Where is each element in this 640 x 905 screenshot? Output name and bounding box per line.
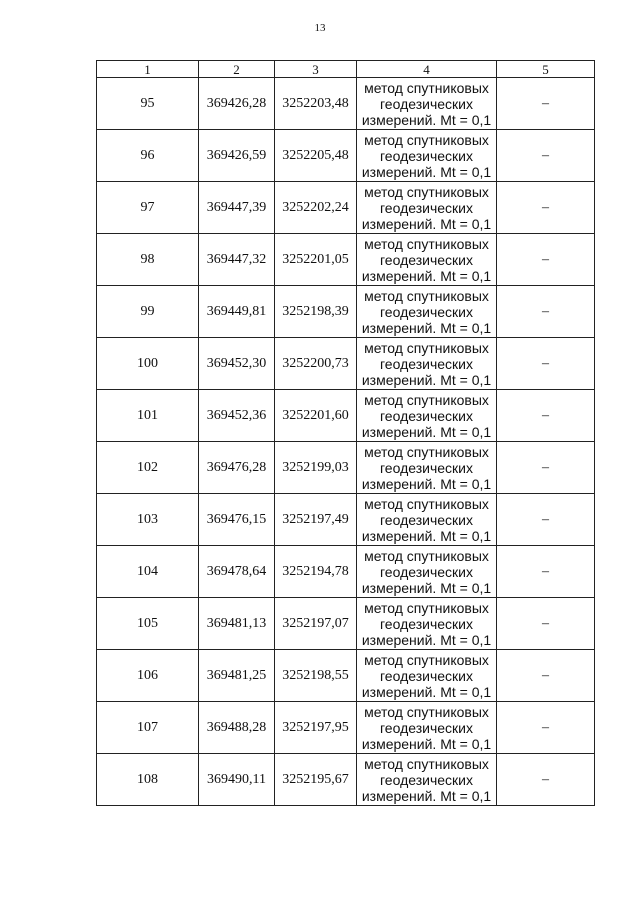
table-row bbox=[97, 182, 595, 234]
accuracy-cell: – bbox=[497, 546, 595, 598]
point-number-cell: 100 bbox=[97, 338, 199, 390]
method-line: геодезических bbox=[380, 667, 473, 684]
method-line: метод спутниковых bbox=[364, 131, 489, 148]
x-coordinate-cell: 369478,64 bbox=[199, 546, 275, 598]
method-line: метод спутниковых bbox=[364, 443, 489, 460]
y-coordinate-cell: 3252201,05 bbox=[275, 234, 357, 286]
method-line: измерений. Mt = 0,1 bbox=[361, 631, 492, 648]
method-line: геодезических bbox=[380, 251, 473, 268]
method-line: метод спутниковых bbox=[364, 391, 489, 408]
method-cell bbox=[357, 182, 497, 234]
x-coordinate-cell: 369426,59 bbox=[199, 130, 275, 182]
method-line: геодезических bbox=[380, 563, 473, 580]
method-cell bbox=[357, 286, 497, 338]
table-row bbox=[97, 286, 595, 338]
method-cell bbox=[357, 78, 497, 130]
method-cell bbox=[357, 598, 497, 650]
y-coordinate-cell: 3252197,95 bbox=[275, 702, 357, 754]
method-line: измерений. Mt = 0,1 bbox=[361, 423, 492, 440]
method-line: геодезических bbox=[380, 355, 473, 372]
method-line: метод спутниковых bbox=[364, 235, 489, 252]
point-number-cell: 102 bbox=[97, 442, 199, 494]
method-line: измерений. Mt = 0,1 bbox=[361, 163, 492, 180]
table-row bbox=[97, 338, 595, 390]
method-line: измерений. Mt = 0,1 bbox=[361, 683, 492, 700]
method-line: метод спутниковых bbox=[364, 287, 489, 304]
table-row bbox=[97, 390, 595, 442]
point-number-cell: 96 bbox=[97, 130, 199, 182]
y-coordinate-cell: 3252203,48 bbox=[275, 78, 357, 130]
method-line: геодезических bbox=[380, 147, 473, 164]
method-line: метод спутниковых bbox=[364, 339, 489, 356]
x-coordinate-cell: 369447,39 bbox=[199, 182, 275, 234]
point-number-cell: 101 bbox=[97, 390, 199, 442]
x-coordinate-cell: 369476,28 bbox=[199, 442, 275, 494]
y-coordinate-cell: 3252202,24 bbox=[275, 182, 357, 234]
header-row bbox=[97, 61, 595, 78]
x-coordinate-cell: 369481,25 bbox=[199, 650, 275, 702]
method-line: измерений. Mt = 0,1 bbox=[361, 735, 492, 752]
method-cell bbox=[357, 702, 497, 754]
accuracy-cell: – bbox=[497, 182, 595, 234]
method-cell bbox=[357, 234, 497, 286]
method-cell bbox=[357, 546, 497, 598]
table-row bbox=[97, 442, 595, 494]
method-line: метод спутниковых bbox=[364, 79, 489, 96]
accuracy-cell: – bbox=[497, 234, 595, 286]
table-row bbox=[97, 754, 595, 806]
method-line: метод спутниковых bbox=[364, 547, 489, 564]
y-coordinate-cell: 3252198,39 bbox=[275, 286, 357, 338]
point-number-cell: 103 bbox=[97, 494, 199, 546]
method-cell bbox=[357, 650, 497, 702]
method-line: измерений. Mt = 0,1 bbox=[361, 111, 492, 128]
method-line: метод спутниковых bbox=[364, 183, 489, 200]
method-cell bbox=[357, 130, 497, 182]
accuracy-cell: – bbox=[497, 494, 595, 546]
column-header: 1 bbox=[97, 61, 199, 78]
point-number-cell: 106 bbox=[97, 650, 199, 702]
method-line: геодезических bbox=[380, 771, 473, 788]
accuracy-cell: – bbox=[497, 390, 595, 442]
x-coordinate-cell: 369452,36 bbox=[199, 390, 275, 442]
method-line: метод спутниковых bbox=[364, 703, 489, 720]
method-cell bbox=[357, 390, 497, 442]
accuracy-cell: – bbox=[497, 338, 595, 390]
method-line: геодезических bbox=[380, 719, 473, 736]
point-number-cell: 98 bbox=[97, 234, 199, 286]
accuracy-cell: – bbox=[497, 130, 595, 182]
accuracy-cell: – bbox=[497, 702, 595, 754]
method-line: метод спутниковых bbox=[364, 651, 489, 668]
accuracy-cell: – bbox=[497, 754, 595, 806]
table-body bbox=[97, 78, 595, 806]
method-line: измерений. Mt = 0,1 bbox=[361, 267, 492, 284]
y-coordinate-cell: 3252198,55 bbox=[275, 650, 357, 702]
x-coordinate-cell: 369488,28 bbox=[199, 702, 275, 754]
method-line: геодезических bbox=[380, 615, 473, 632]
table-row bbox=[97, 78, 595, 130]
y-coordinate-cell: 3252200,73 bbox=[275, 338, 357, 390]
column-header: 5 bbox=[497, 61, 595, 78]
table-row bbox=[97, 598, 595, 650]
method-line: геодезических bbox=[380, 407, 473, 424]
method-line: измерений. Mt = 0,1 bbox=[361, 579, 492, 596]
method-line: геодезических bbox=[380, 95, 473, 112]
method-line: измерений. Mt = 0,1 bbox=[361, 527, 492, 544]
method-line: измерений. Mt = 0,1 bbox=[361, 319, 492, 336]
y-coordinate-cell: 3252201,60 bbox=[275, 390, 357, 442]
method-line: измерений. Mt = 0,1 bbox=[361, 215, 492, 232]
method-line: геодезических bbox=[380, 199, 473, 216]
method-line: измерений. Mt = 0,1 bbox=[361, 475, 492, 492]
x-coordinate-cell: 369490,11 bbox=[199, 754, 275, 806]
point-number-cell: 108 bbox=[97, 754, 199, 806]
page-number: 13 bbox=[314, 22, 326, 34]
y-coordinate-cell: 3252197,49 bbox=[275, 494, 357, 546]
y-coordinate-cell: 3252199,03 bbox=[275, 442, 357, 494]
x-coordinate-cell: 369452,30 bbox=[199, 338, 275, 390]
point-number-cell: 97 bbox=[97, 182, 199, 234]
x-coordinate-cell: 369447,32 bbox=[199, 234, 275, 286]
method-cell bbox=[357, 754, 497, 806]
x-coordinate-cell: 369481,13 bbox=[199, 598, 275, 650]
table-row bbox=[97, 546, 595, 598]
accuracy-cell: – bbox=[497, 78, 595, 130]
y-coordinate-cell: 3252197,07 bbox=[275, 598, 357, 650]
table-row bbox=[97, 650, 595, 702]
coordinates-table bbox=[96, 60, 595, 806]
x-coordinate-cell: 369476,15 bbox=[199, 494, 275, 546]
column-header: 2 bbox=[199, 61, 275, 78]
table-row bbox=[97, 494, 595, 546]
method-cell bbox=[357, 442, 497, 494]
y-coordinate-cell: 3252195,67 bbox=[275, 754, 357, 806]
table-row bbox=[97, 702, 595, 754]
method-line: измерений. Mt = 0,1 bbox=[361, 787, 492, 804]
table-row bbox=[97, 130, 595, 182]
point-number-cell: 104 bbox=[97, 546, 199, 598]
method-line: метод спутниковых bbox=[364, 755, 489, 772]
point-number-cell: 99 bbox=[97, 286, 199, 338]
method-line: метод спутниковых bbox=[364, 495, 489, 512]
x-coordinate-cell: 369426,28 bbox=[199, 78, 275, 130]
accuracy-cell: – bbox=[497, 442, 595, 494]
y-coordinate-cell: 3252194,78 bbox=[275, 546, 357, 598]
x-coordinate-cell: 369449,81 bbox=[199, 286, 275, 338]
point-number-cell: 95 bbox=[97, 78, 199, 130]
table-row bbox=[97, 234, 595, 286]
point-number-cell: 107 bbox=[97, 702, 199, 754]
method-line: метод спутниковых bbox=[364, 599, 489, 616]
column-header: 4 bbox=[357, 61, 497, 78]
accuracy-cell: – bbox=[497, 286, 595, 338]
point-number-cell: 105 bbox=[97, 598, 199, 650]
method-line: геодезических bbox=[380, 459, 473, 476]
method-cell bbox=[357, 494, 497, 546]
y-coordinate-cell: 3252205,48 bbox=[275, 130, 357, 182]
column-header: 3 bbox=[275, 61, 357, 78]
accuracy-cell: – bbox=[497, 650, 595, 702]
method-line: геодезических bbox=[380, 511, 473, 528]
accuracy-cell: – bbox=[497, 598, 595, 650]
method-cell bbox=[357, 338, 497, 390]
method-line: измерений. Mt = 0,1 bbox=[361, 371, 492, 388]
method-line: геодезических bbox=[380, 303, 473, 320]
